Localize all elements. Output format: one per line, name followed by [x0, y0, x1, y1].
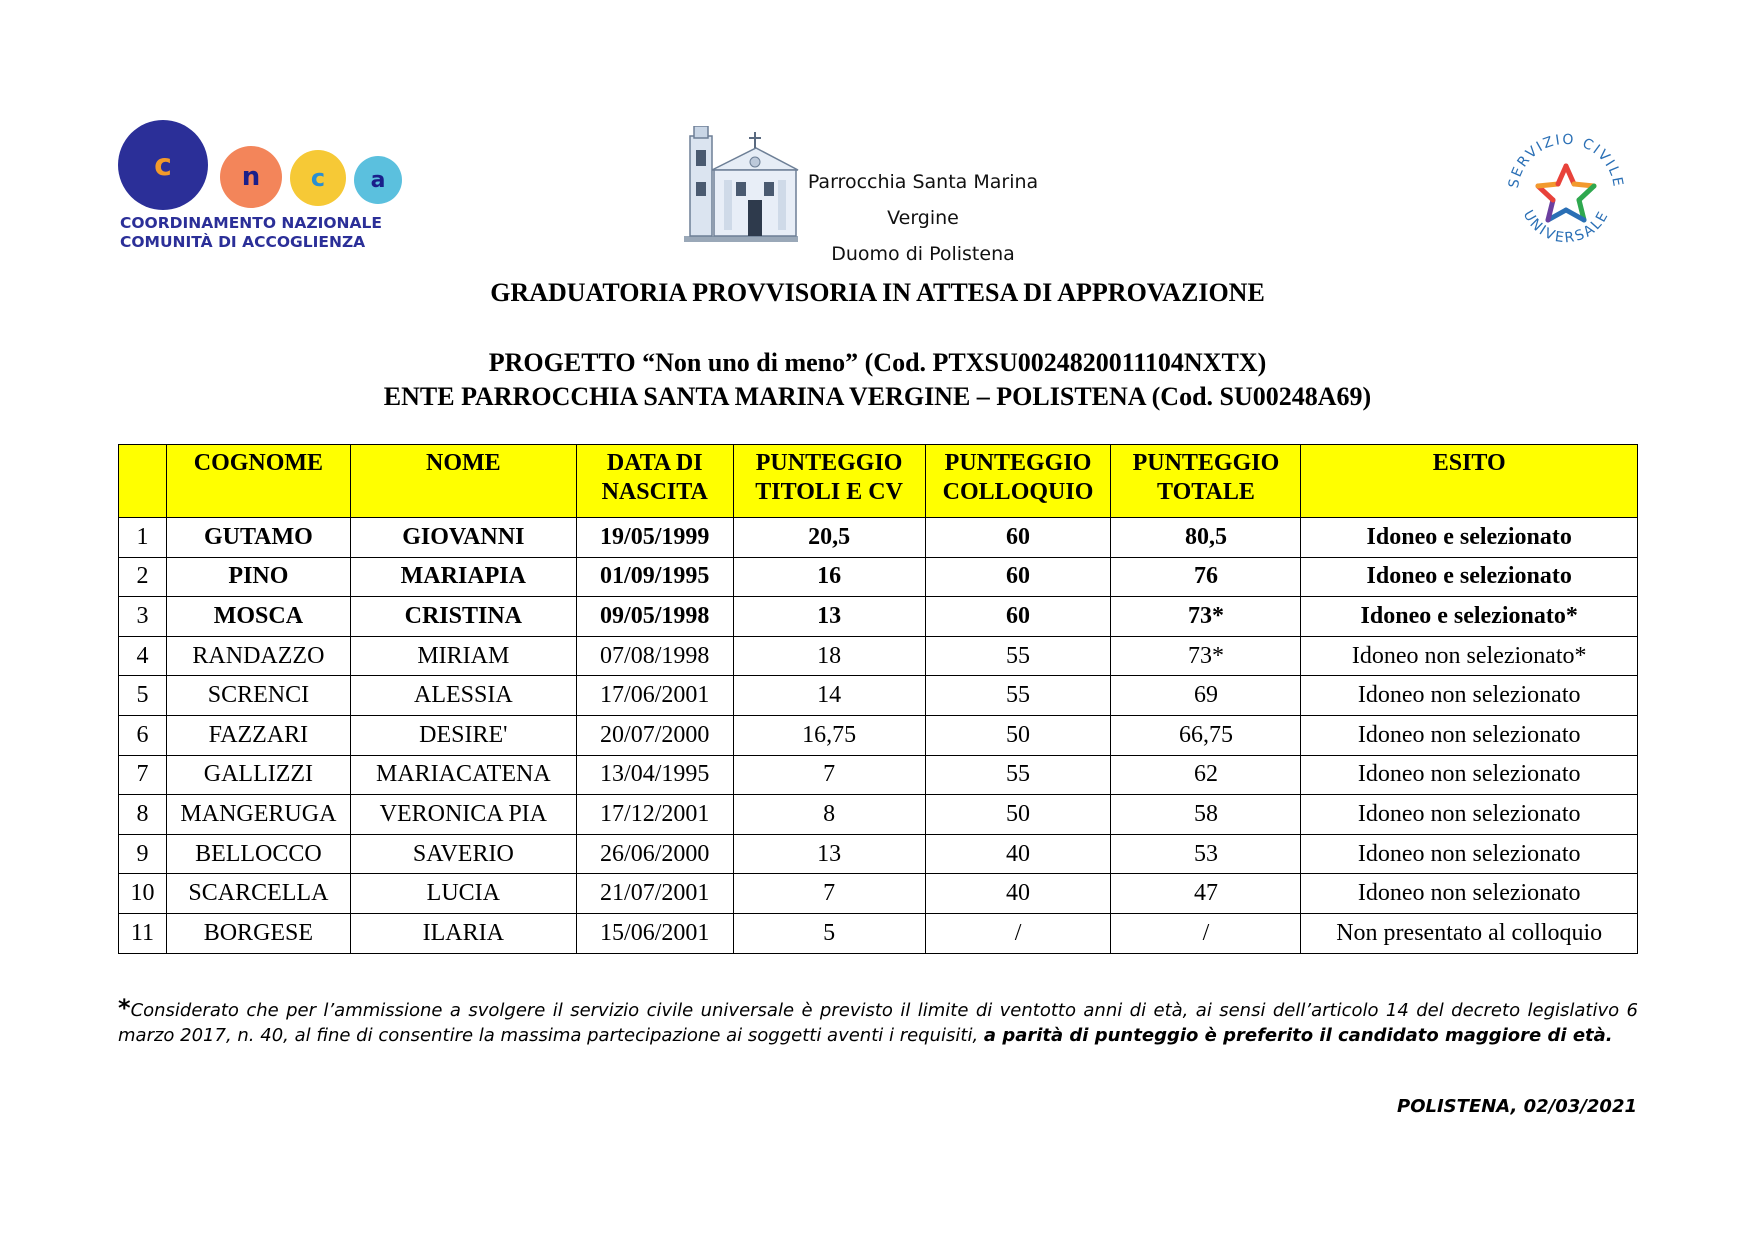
table-row [119, 715, 1638, 755]
cell-n: 4 [119, 636, 167, 676]
entity-line: ENTE PARROCCHIA SANTA MARINA VERGINE – POLISTENA (Cod. SU00248A69) [383, 382, 1372, 411]
cell-nome: VERONICA PIA [350, 795, 576, 835]
table-row [119, 597, 1638, 637]
cell-data: 13/04/1995 [576, 755, 733, 795]
cell-colloquio: / [925, 913, 1111, 953]
cnca-circle-c2: c [290, 150, 346, 206]
cell-titoli: 7 [733, 755, 925, 795]
cell-nome: SAVERIO [350, 834, 576, 874]
cnca-logo [118, 118, 418, 258]
cell-totale: 73* [1111, 636, 1301, 676]
cell-totale: 80,5 [1111, 518, 1301, 558]
cell-nome: DESIRE' [350, 715, 576, 755]
table-row [119, 636, 1638, 676]
col-header-nome: NOME [350, 445, 576, 518]
table-row [119, 834, 1638, 874]
col-header-index [119, 445, 167, 518]
church-logo [680, 126, 1100, 265]
cell-cognome: MOSCA [166, 597, 350, 637]
cell-nome: CRISTINA [350, 597, 576, 637]
cell-data: 01/09/1995 [576, 557, 733, 597]
cell-totale: / [1111, 913, 1301, 953]
col-header-cognome: COGNOME [166, 445, 350, 518]
cell-nome: MARIAPIA [350, 557, 576, 597]
cell-n: 1 [119, 518, 167, 558]
cell-cognome: RANDAZZO [166, 636, 350, 676]
cell-cognome: GALLIZZI [166, 755, 350, 795]
cell-cognome: BORGESE [166, 913, 350, 953]
cell-totale: 62 [1111, 755, 1301, 795]
cell-n: 10 [119, 874, 167, 914]
cell-colloquio: 55 [925, 755, 1111, 795]
cell-esito: Idoneo non selezionato [1301, 795, 1638, 835]
cell-cognome: BELLOCCO [166, 834, 350, 874]
table-row [119, 755, 1638, 795]
cell-n: 9 [119, 834, 167, 874]
project-line: PROGETTO “Non uno di meno” (Cod. PTXSU0024820011104NXTX) [488, 348, 1267, 377]
cell-esito: Idoneo e selezionato [1301, 518, 1638, 558]
cell-colloquio: 50 [925, 715, 1111, 755]
cnca-circle-c: c [118, 120, 208, 210]
cnca-line2: COMUNITÀ DI ACCOGLIENZA [120, 233, 366, 251]
cell-totale: 66,75 [1111, 715, 1301, 755]
cell-esito: Idoneo non selezionato [1301, 715, 1638, 755]
cell-esito: Idoneo non selezionato* [1301, 636, 1638, 676]
cell-cognome: SCRENCI [166, 676, 350, 716]
col-header-titoli: PUNTEGGIO TITOLI E CV [733, 445, 925, 518]
page-title: GRADUATORIA PROVVISORIA IN ATTESA DI APPROVAZIONE [490, 278, 1265, 307]
cell-totale: 76 [1111, 557, 1301, 597]
cell-data: 07/08/1998 [576, 636, 733, 676]
table-header-row [119, 445, 1638, 518]
table-body [119, 518, 1638, 954]
table-row [119, 676, 1638, 716]
cell-titoli: 7 [733, 874, 925, 914]
cell-titoli: 5 [733, 913, 925, 953]
cell-esito: Non presentato al colloquio [1301, 913, 1638, 953]
cell-nome: ALESSIA [350, 676, 576, 716]
table-row [119, 557, 1638, 597]
cell-nome: ILARIA [350, 913, 576, 953]
cell-cognome: GUTAMO [166, 518, 350, 558]
church-line2: Duomo di Polistena [831, 243, 1015, 265]
cell-esito: Idoneo e selezionato [1301, 557, 1638, 597]
col-header-colloquio: PUNTEGGIO COLLOQUIO [925, 445, 1111, 518]
cnca-circle-n: n [220, 146, 282, 208]
footnote-bold-text: a parità di punteggio è preferito il candidato maggiore di età. [983, 1025, 1613, 1046]
servizio-civile-logo [1500, 126, 1632, 254]
cell-esito: Idoneo non selezionato [1301, 874, 1638, 914]
cell-colloquio: 40 [925, 874, 1111, 914]
church-logo-text [798, 164, 1048, 272]
cell-totale: 73* [1111, 597, 1301, 637]
cell-titoli: 14 [733, 676, 925, 716]
cell-data: 17/12/2001 [576, 795, 733, 835]
cnca-logo-text [120, 214, 382, 252]
cell-cognome: MANGERUGA [166, 795, 350, 835]
cell-totale: 58 [1111, 795, 1301, 835]
cell-data: 09/05/1998 [576, 597, 733, 637]
svg-text:UNIVERSALE: UNIVERSALE [1519, 207, 1613, 247]
cell-nome: MARIACATENA [350, 755, 576, 795]
cell-data: 15/06/2001 [576, 913, 733, 953]
cell-colloquio: 50 [925, 795, 1111, 835]
cell-titoli: 18 [733, 636, 925, 676]
cell-n: 2 [119, 557, 167, 597]
cell-data: 20/07/2000 [576, 715, 733, 755]
footnote [118, 996, 1638, 1048]
cell-n: 6 [119, 715, 167, 755]
cell-colloquio: 60 [925, 597, 1111, 637]
place-date: POLISTENA, 02/03/2021 [1397, 1096, 1637, 1117]
cell-totale: 69 [1111, 676, 1301, 716]
cell-cognome: FAZZARI [166, 715, 350, 755]
cell-data: 19/05/1999 [576, 518, 733, 558]
cell-titoli: 20,5 [733, 518, 925, 558]
table-row [119, 518, 1638, 558]
cell-titoli: 16,75 [733, 715, 925, 755]
cell-esito: Idoneo non selezionato [1301, 676, 1638, 716]
church-icon [680, 126, 802, 244]
cnca-line1: COORDINAMENTO NAZIONALE [120, 214, 382, 232]
cell-titoli: 16 [733, 557, 925, 597]
cell-colloquio: 60 [925, 518, 1111, 558]
cell-n: 8 [119, 795, 167, 835]
cell-nome: MIRIAM [350, 636, 576, 676]
ranking-table [118, 444, 1638, 954]
cell-esito: Idoneo e selezionato* [1301, 597, 1638, 637]
cell-n: 11 [119, 913, 167, 953]
cell-cognome: SCARCELLA [166, 874, 350, 914]
star-icon [1538, 166, 1594, 220]
col-header-esito: ESITO [1301, 445, 1638, 518]
cell-esito: Idoneo non selezionato [1301, 834, 1638, 874]
footnote-text: Considerato che per l’ammissione a svolgere il servizio civile universale è previsto il limite di ventotto anni di età, ai sensi dell’articolo 14 del decreto legislativo 6 marzo 2017, n. 40, al fine di consentire la massima partecipazione ai soggetti aventi i requisiti, [118, 1000, 1638, 1046]
table-row [119, 874, 1638, 914]
cell-titoli: 8 [733, 795, 925, 835]
cell-n: 3 [119, 597, 167, 637]
cell-cognome: PINO [166, 557, 350, 597]
cell-data: 26/06/2000 [576, 834, 733, 874]
cell-totale: 47 [1111, 874, 1301, 914]
table-row [119, 795, 1638, 835]
cell-nome: LUCIA [350, 874, 576, 914]
cell-totale: 53 [1111, 834, 1301, 874]
cell-n: 7 [119, 755, 167, 795]
cell-colloquio: 55 [925, 676, 1111, 716]
church-line1: Parrocchia Santa Marina Vergine [807, 171, 1039, 229]
cnca-circle-a: a [354, 156, 402, 204]
table-row [119, 913, 1638, 953]
svg-text:SERVIZIO CIVILE: SERVIZIO CIVILE [1506, 131, 1626, 190]
cell-colloquio: 60 [925, 557, 1111, 597]
cell-titoli: 13 [733, 834, 925, 874]
cell-data: 21/07/2001 [576, 874, 733, 914]
project-heading [0, 346, 1755, 414]
cell-colloquio: 40 [925, 834, 1111, 874]
cell-titoli: 13 [733, 597, 925, 637]
col-header-data: DATA DI NASCITA [576, 445, 733, 518]
cell-data: 17/06/2001 [576, 676, 733, 716]
cell-n: 5 [119, 676, 167, 716]
footnote-star: * [118, 994, 131, 1022]
cell-colloquio: 55 [925, 636, 1111, 676]
col-header-totale: PUNTEGGIO TOTALE [1111, 445, 1301, 518]
cell-nome: GIOVANNI [350, 518, 576, 558]
cell-esito: Idoneo non selezionato [1301, 755, 1638, 795]
